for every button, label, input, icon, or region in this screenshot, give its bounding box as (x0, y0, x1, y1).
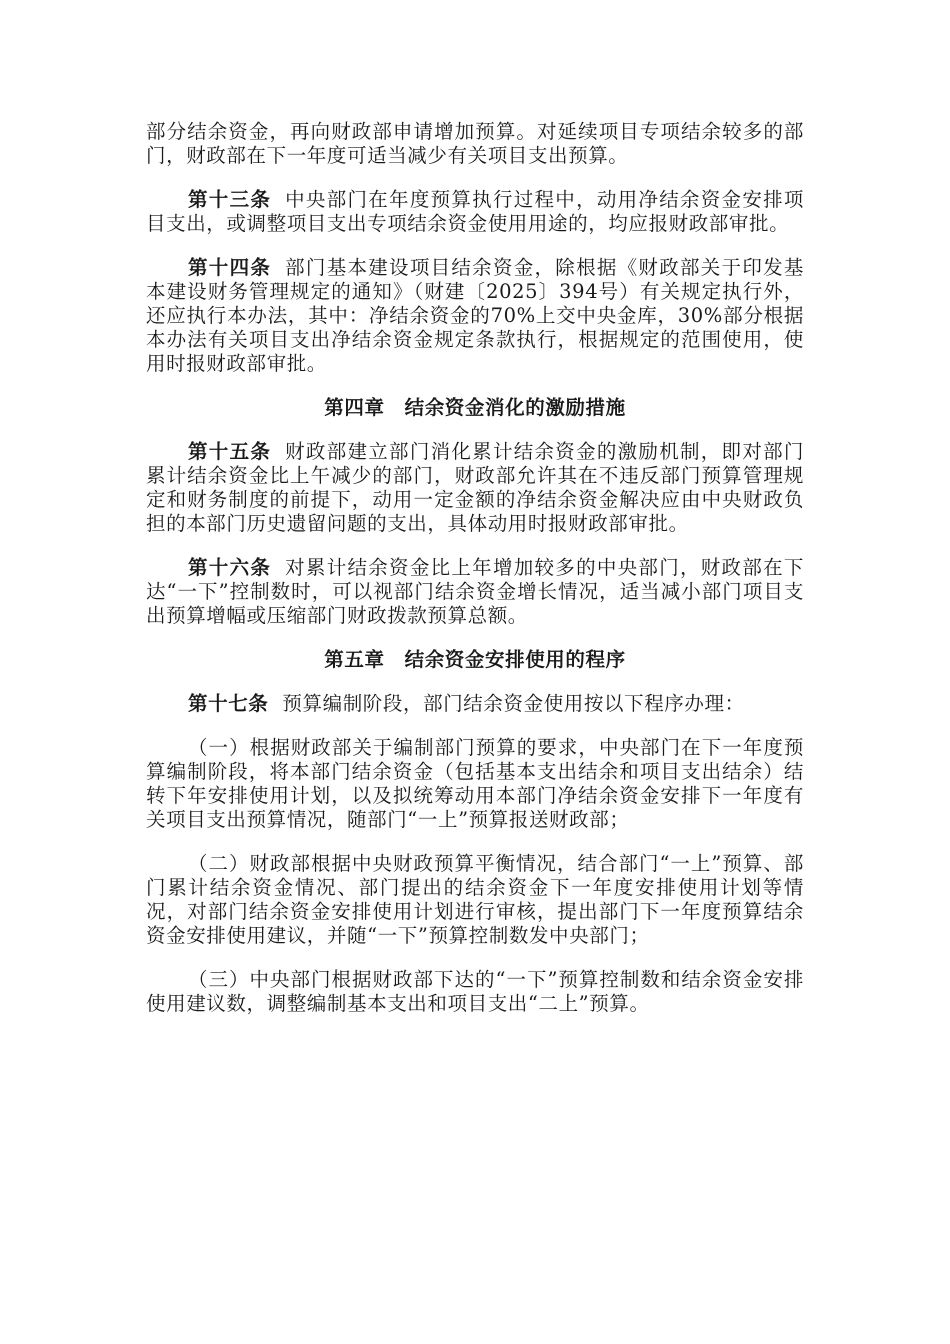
article-14 (146, 256, 804, 376)
article-label: 第十五条 (188, 440, 272, 463)
article-label: 第十七条 (188, 692, 269, 715)
list-item: （三）中央部门根据财政部下达的“一下”预算控制数和结余资金安排使用建议数，调整编制基本支出和项目支出“二上”预算。 (146, 968, 804, 1015)
article-15 (146, 440, 804, 536)
article-17 (146, 692, 804, 716)
chapter-number: 第五章 (324, 648, 385, 671)
article-label: 第十四条 (188, 256, 272, 279)
article-text: 对累计结余资金比上年增加较多的中央部门，财政部在下达“一下”控制数时，可以视部门结余资金增长情况，适当减小部门项目支出预算增幅或压缩部门财政拨款预算总额。 (146, 556, 804, 627)
article-text: 预算编制阶段，部门结余资金使用按以下程序办理： (282, 692, 745, 715)
paragraph-continuation: 部分结余资金，再向财政部申请增加预算。对延续项目专项结余较多的部门，财政部在下一年度可适当减少有关项目支出预算。 (146, 120, 804, 167)
list-item: （一）根据财政部关于编制部门预算的要求，中央部门在下一年度预算编制阶段，将本部门结余资金（包括基本支出结余和项目支出结余）结转下年安排使用计划，以及拟统筹动用本部门净结余资金安排下一年度有关项目支出预算情况，随部门“一上”预算报送财政部； (146, 736, 804, 831)
document-body (146, 120, 804, 1036)
chapter-title: 结余资金消化的激励措施 (404, 396, 626, 419)
chapter-number: 第四章 (324, 396, 385, 419)
article-label: 第十三条 (188, 188, 272, 211)
article-13 (146, 188, 804, 236)
list-item: （二）财政部根据中央财政预算平衡情况，结合部门“一上”预算、部门累计结余资金情况、部门提出的结余资金下一年度安排使用计划等情况，对部门结余资金安排使用计划进行审核，提出部门下一年度预算结余资金安排使用建议，并随“一下”预算控制数发中央部门； (146, 852, 804, 947)
chapter-4-heading (146, 396, 804, 420)
chapter-5-heading (146, 648, 804, 672)
article-text: 财政部建立部门消化累计结余资金的激励机制，即对部门累计结余资金比上午减少的部门，财政部允许其在不违反部门预算管理规定和财务制度的前提下，动用一定金额的净结余资金解决应由中央财政负担的本部门历史遗留问题的支出，具体动用时报财政部审批。 (146, 440, 804, 535)
article-16 (146, 556, 804, 628)
article-text: 中央部门在年度预算执行过程中，动用净结余资金安排项目支出，或调整项目支出专项结余资金使用用途的，均应报财政部审批。 (146, 188, 804, 235)
article-label: 第十六条 (188, 556, 272, 579)
article-text: 部门基本建设项目结余资金，除根据《财政部关于印发基本建设财务管理规定的通知》（财建〔2025〕394号）有关规定执行外，还应执行本办法，其中：净结余资金的70%上交中央金库，30%部分根据本办法有关项目支出净结余资金规定条款执行，根据规定的范围使用，使用时报财政部审批。 (146, 256, 804, 375)
chapter-title: 结余资金安排使用的程序 (404, 648, 626, 671)
